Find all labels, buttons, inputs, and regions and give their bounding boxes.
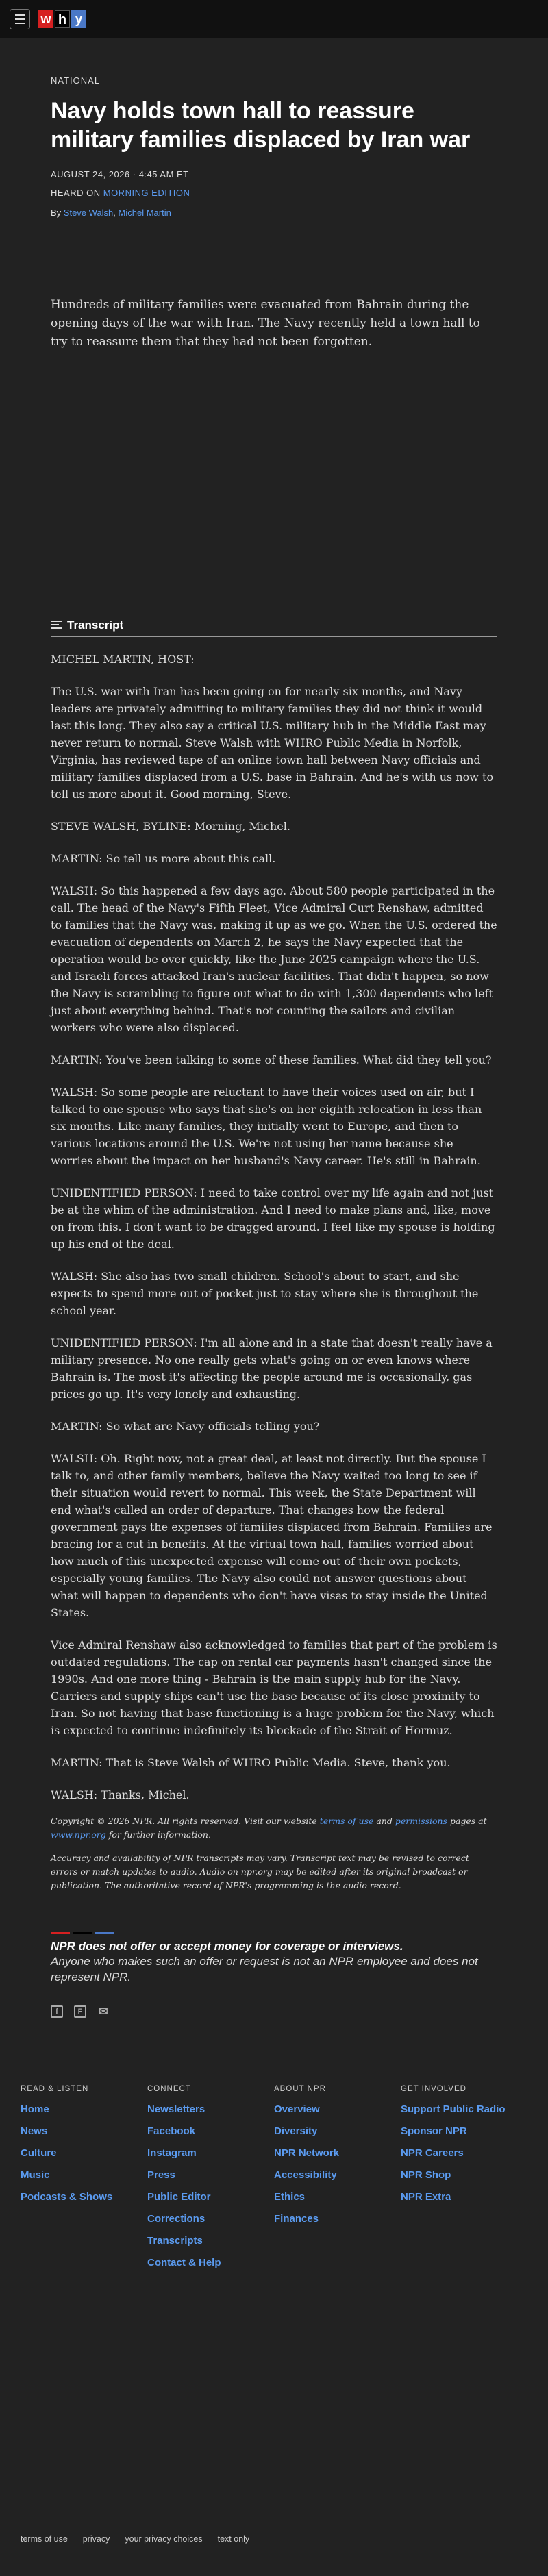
transcript-paragraph: WALSH: So this happened a few days ago. About 580 people participated in the call. The head of the Navy's Fifth Fleet, Vice Admiral Curt Renshaw, admitted to families that the Navy was, making it up as we go. When the U.S. ordered the evacuation of dependents on March 2, he says the Navy expected that the operation would be over quickly, like the June 2025 campaign where the U.S. and Israeli forces attacked Iran's nuclear facilities. That didn't happen, so now the Navy is scrambling to figure out what to do with 1,300 dependents who left just about everything behind. That's not counting the sailors and civilian workers who were also displaced. [51,884,497,1034]
heard-on-prefix: HEARD ON [51,188,103,198]
transcript-accuracy-note: Accuracy and availability of NPR transcripts may vary. Transcript text may be revised to correct errors or match updates to audio. Audio on npr.org may be edited after its original broadcast or publication. The authoritative record of NPR's programming is the audio record. [51,1853,469,1890]
email-icon[interactable]: ✉ [99,2006,108,2018]
footer-link[interactable]: Contact & Help [147,2257,221,2268]
footer-link[interactable]: NPR Extra [401,2191,451,2203]
hamburger-menu-icon[interactable] [10,9,30,29]
transcript-paragraph: WALSH: So some people are reluctant to have their voices used on air, but I talked to one spouse who says that she's on her eighth relocation in less than six months. Like many families, they initially went to Europe, and then to various locations around the U.S. We're not using her name because she worries about the impact on her husband's Navy career. He's still in Bahrain. [51,1086,482,1167]
legal-link[interactable]: text only [217,2534,250,2544]
legal-links [21,2534,249,2544]
byline-prefix: By [51,208,64,218]
footer-column [147,2085,274,2278]
footer-link[interactable]: Support Public Radio [401,2103,506,2115]
footer-link[interactable]: Corrections [147,2213,206,2225]
article-teaser: Hundreds of military families were evacuated from Bahrain during the opening days of the war with Iran. The Navy recently held a town hall to try to reassure them that they had not been forgotten. [51,298,480,349]
footer-link[interactable]: Accessibility [274,2169,337,2181]
footer-column-heading: READ & LISTEN [21,2085,89,2093]
logo-letter-h: h [55,10,70,28]
npr-org-link[interactable]: www.npr.org [51,1829,106,1840]
author-link-michel-martin[interactable]: Michel Martin [118,208,171,218]
section-label[interactable]: NATIONAL [51,75,101,86]
footer-link[interactable]: NPR Network [274,2147,340,2159]
footer-link[interactable]: Sponsor NPR [401,2125,467,2137]
terms-of-use-link[interactable]: terms of use [319,1816,374,1826]
site-footer [0,2085,548,2278]
transcript-paragraph: UNIDENTIFIED PERSON: I need to take control over my life again and not just be at the whim of the administration. And I need to make plans and, like, move on from this. I don't want to be dragged around. I feel like my spouse is holding up his end of the deal. [51,1186,495,1251]
footer-link[interactable]: Press [147,2169,175,2181]
footer-link[interactable]: Finances [274,2213,319,2225]
footer-link[interactable]: Transcripts [147,2235,203,2247]
transcript-paragraph: WALSH: She also has two small children. School's about to start, and she expects to spend more out of pocket just to stay where she is throughout the school year. [51,1270,479,1317]
footer-link[interactable]: Ethics [274,2191,306,2203]
footer-link[interactable]: Diversity [274,2125,318,2137]
legal-link[interactable]: privacy [82,2534,110,2544]
ethics-statement: NPR does not offer or accept money for coverage or interviews. [51,1940,403,1953]
transcript-paragraph: MARTIN: So tell us more about this call. [51,852,276,865]
copyright-text-c: pages at [447,1816,487,1826]
footer-link[interactable]: NPR Careers [401,2147,464,2159]
top-navigation-bar [0,0,548,38]
footer-link[interactable]: Home [21,2103,49,2115]
article-dateline: AUGUST 24, 2026 · 4:45 AM ET [51,169,189,179]
transcript-paragraph: The U.S. war with Iran has been going on for nearly six months, and Navy leaders are privately admitting to military families they did not think it would last this long. They also say a critical U.S. military hub in the Middle East may never return to normal. Steve Walsh with WHRO Public Media in Norfolk, Virginia, has reviewed tape of an online town hall between Navy officials and military families displaced from a U.S. base in Bahrain. And he's with us now to tell us more about it. Good morning, Steve. [51,685,494,801]
transcript-paragraph: MARTIN: You've been talking to some of these families. What did they tell you? [51,1053,492,1066]
transcript-paragraph: MICHEL MARTIN, HOST: [51,653,195,666]
footer-link[interactable]: Culture [21,2147,57,2159]
transcript-header [51,618,497,637]
footer-link[interactable]: NPR Shop [401,2169,451,2181]
copyright-text-a: Copyright © 2026 NPR. All rights reserved. Visit our website [51,1816,320,1826]
footer-column-heading: ABOUT NPR [274,2085,326,2093]
copyright-text-d: for further information. [105,1829,211,1840]
article-headline: Navy holds town hall to reassure military families displaced by Iran war [51,98,471,153]
ethics-disclaimer: Anyone who makes such an offer or request is not an NPR employee and does not represent NPR. [51,1955,478,1984]
footer-link[interactable]: Overview [274,2103,320,2115]
legal-link[interactable]: your privacy choices [125,2534,203,2544]
byline [51,208,497,218]
footer-column [21,2085,147,2278]
ethics-bar-segment [95,1932,114,1934]
permissions-link[interactable]: permissions [395,1816,447,1826]
logo-letter-w: w [38,10,53,28]
footer-link[interactable]: News [21,2125,48,2137]
footer-link[interactable]: Public Editor [147,2191,211,2203]
logo-letter-y: y [71,10,86,28]
byline-separator: , [113,208,119,218]
footer-link[interactable]: Music [21,2169,50,2181]
heard-on [51,188,497,198]
show-link[interactable]: MORNING EDITION [103,188,190,198]
transcript-paragraph: WALSH: Oh. Right now, not a great deal, at least not directly. But the spouse I talk to, and other family members, believe the Navy waited too long to see if their situation would revert to normal. This week, the State Department will end what's called an order of departure. That changes how the federal government pays the expenses of families displaced from Bahrain. Families are bracing for a cut in benefits. At the virtual town hall, families worried about how much of this unexpected expense will come out of their own pockets, especially young families. The Navy also could not answer questions about what will happen to dependents who don't have visas to stay inside the United States. [51,1452,493,1619]
author-link-steve-walsh[interactable]: Steve Walsh [63,208,114,218]
footer-column-heading: CONNECT [147,2085,191,2093]
footer-column-heading: GET INVOLVED [401,2085,466,2093]
transcript-paragraph: MARTIN: So what are Navy officials telling you? [51,1420,320,1433]
footer-link[interactable]: Facebook [147,2125,196,2137]
article [0,75,548,2018]
copyright-notice [51,1814,497,1842]
share-buttons [51,2005,497,2018]
transcript-body [51,651,497,1803]
ethics-bar-segment [73,1932,92,1934]
transcript-paragraph: MARTIN: That is Steve Walsh of WHRO Public Media. Steve, thank you. [51,1756,451,1769]
transcript-paragraph: WALSH: Thanks, Michel. [51,1788,190,1801]
transcript-paragraph: STEVE WALSH, BYLINE: Morning, Michel. [51,820,290,833]
ethics-bar-segment [51,1932,70,1934]
site-logo[interactable] [38,10,86,28]
transcript-title: Transcript [67,618,124,632]
copyright-text-b: and [373,1816,395,1826]
legal-link[interactable]: terms of use [21,2534,68,2544]
footer-column [274,2085,401,2278]
transcript-paragraph: UNIDENTIFIED PERSON: I'm all alone and in a state that doesn't really have a military presence. No one really gets what's going on or even knows where Bahrain is. The most it's affecting the people around me is occasionally, gas prices go up. It's very lonely and exhausting. [51,1336,493,1401]
transcript-icon [51,621,62,630]
transcript-paragraph: Vice Admiral Renshaw also acknowledged to families that part of the problem is outdated regulations. The cap on rental car payments hasn't changed since the 1990s. And one more thing - Bahrain is the main supply hub for the Navy. Carriers and supply ships can't use the base because of its close proximity to Iran. So not having that base functioning is a huge problem for the Navy, which is expected to continue indefinitely its blockade of the Strait of Hormuz. [51,1638,497,1737]
ethics-color-bar [51,1932,497,1934]
footer-link[interactable]: Newsletters [147,2103,206,2115]
flipboard-icon[interactable]: F [74,2005,86,2018]
footer-link[interactable]: Podcasts & Shows [21,2191,113,2203]
footer-link[interactable]: Instagram [147,2147,197,2159]
facebook-icon[interactable]: f [51,2005,63,2018]
footer-column [401,2085,527,2278]
